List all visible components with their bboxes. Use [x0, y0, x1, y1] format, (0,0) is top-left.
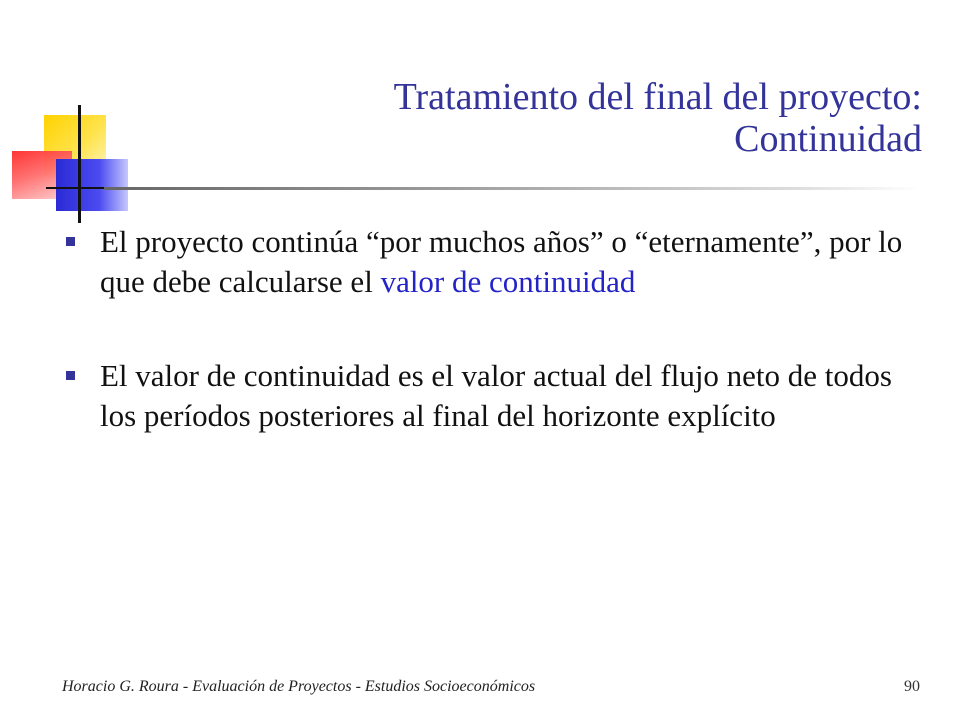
- page-number: 90: [904, 678, 920, 695]
- square-bullet-icon: [66, 237, 75, 246]
- bullet-text: El proyecto continúa “por muchos años” o “eternamente”, por lo que debe calcularse el: [100, 224, 903, 299]
- title-line-1: Tratamiento del final del proyecto:: [393, 76, 922, 118]
- bullet-highlight-text: valor de continuidad: [380, 264, 636, 299]
- bullet-item: [66, 356, 926, 436]
- slide-title: [394, 76, 922, 160]
- title-divider: [104, 187, 920, 190]
- logo-vertical-line: [78, 105, 81, 223]
- bullet-list: [66, 222, 926, 490]
- bullet-text: El valor de continuidad es el valor actual del flujo neto de todos los períodos posteriores al final del horizonte explícito: [100, 358, 892, 433]
- bullet-item: [66, 222, 926, 302]
- square-bullet-icon: [66, 371, 75, 380]
- decorative-logo-icon: [0, 95, 140, 225]
- logo-horizontal-line: [46, 187, 106, 189]
- title-line-2: Continuidad: [734, 118, 922, 160]
- footer-text: Horacio G. Roura - Evaluación de Proyectos - Estudios Socioeconómicos: [62, 678, 536, 695]
- blue-square-shape: [56, 159, 128, 211]
